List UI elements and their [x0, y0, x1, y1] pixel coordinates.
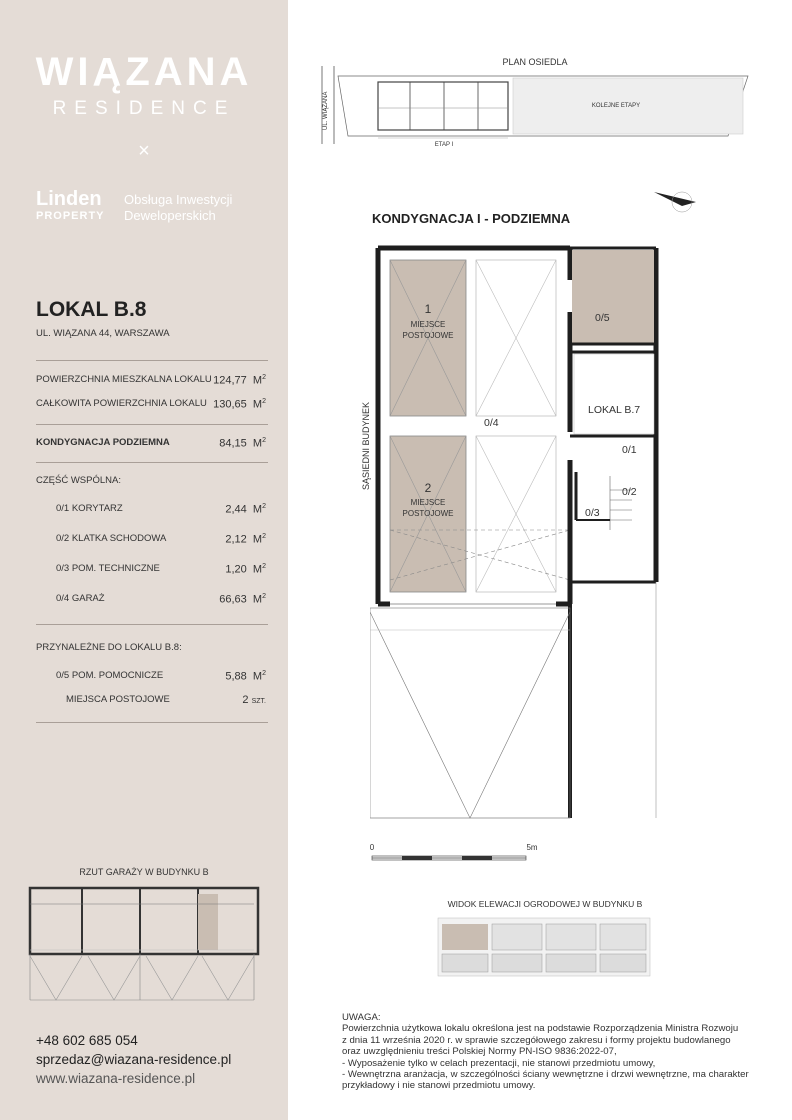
- contact-phone[interactable]: +48 602 685 054: [36, 1033, 138, 1048]
- garage-plan-drawing: [26, 884, 268, 1004]
- parking-item: MIEJSCA POSTOJOWE 2 SZT.: [66, 694, 266, 706]
- common-item: 0/2 KLATKA SCHODOWA 2,12 $M^2$: [56, 533, 266, 546]
- site-next-stages-label: KOLEJNE ETAPY: [591, 103, 641, 109]
- room-label-0-2: 0/2: [622, 486, 637, 498]
- elevation-drawing: [436, 914, 654, 980]
- unit-title: LOKAL B.8: [36, 298, 147, 321]
- living-area-row: POWIERZCHNIA MIESZKALNA LOKALU 124,77 $M^2$: [36, 374, 266, 387]
- parking-space-1-number: 1: [424, 302, 432, 316]
- belonging-header: PRZYNALEŻNE DO LOKALU B.8:: [36, 642, 182, 653]
- room-label-0-4: 0/4: [484, 417, 499, 429]
- site-plan-title: PLAN OSIEDLA: [502, 57, 568, 67]
- common-item: 0/4 GARAŻ 66,63 $M^2$: [56, 593, 266, 606]
- room-label-lokal-b7: LOKAL B.7: [588, 404, 641, 416]
- common-item: 0/1 KORYTARZ 2,44 $M^2$: [56, 503, 266, 516]
- floor-area-row: KONDYGNACJA PODZIEMNA 84,15 $M^2$: [36, 437, 266, 450]
- divider: [36, 462, 268, 463]
- belonging-item: 0/5 POM. POMOCNICZE 5,88 $M^2$: [56, 670, 266, 683]
- scale-bar: [370, 853, 530, 863]
- north-arrow-icon: [652, 184, 700, 218]
- parking-space-1-label-2: POSTOJOWE: [402, 331, 454, 340]
- room-label-0-3: 0/3: [585, 507, 600, 519]
- garage-plan-title: RZUT GARAŻY W BUDYNKU B: [79, 867, 209, 877]
- site-street-label: UL. WIĄZANA: [323, 91, 329, 130]
- partner-logo: Linden: [36, 188, 102, 210]
- total-area-row: CAŁKOWITA POWIERZCHNIA LOKALU 130,65 $M^2$: [36, 398, 266, 411]
- brand-separator: ×: [138, 140, 150, 162]
- divider: [36, 424, 268, 425]
- parking-space-2-label-1: MIEJSCE: [410, 498, 446, 507]
- room-label-0-5: 0/5: [595, 312, 610, 324]
- scale-end: 5m: [526, 843, 538, 852]
- parking-space-1-label-1: MIEJSCE: [410, 320, 446, 329]
- site-stage-label: ETAP I: [434, 142, 454, 148]
- partner-logo-sub: PROPERTY: [36, 210, 105, 222]
- divider: [36, 360, 268, 361]
- common-header: CZĘŚĆ WSPÓLNA:: [36, 475, 121, 486]
- scale-start: 0: [369, 843, 375, 852]
- floor-plan-title: KONDYGNACJA I - PODZIEMNA: [372, 211, 571, 226]
- divider: [36, 722, 268, 723]
- brand-logo-sub: RESIDENCE: [52, 98, 236, 119]
- notes: UWAGA: Powierzchnia użytkowa lokalu określona jest na podstawie Rozporządzenia Ministra Rozwoju z dnia 11 września 2020 r. w sprawie szczegółowego zakresu i formy projektu budowlanego oraz uwzględnieniu treści Polskiej Normy PN-ISO 9836:2022-07, - Wyposażenie tylko w celach prezentacji, nie stanowi przedmiotu umowy, - Wewnętrzna aranżacja, w szczególności ściany wewnętrzne i drzwi wewnętrzne, ma charakter przykładowy i nie stanowi przedmiotu umowy.: [342, 1012, 749, 1092]
- neighbor-building-label: SĄSIEDNI BUDYNEK: [361, 401, 371, 490]
- parking-space-2-label-2: POSTOJOWE: [402, 509, 454, 518]
- sidebar: [0, 0, 288, 1120]
- unit-address: UL. WIĄZANA 44, WARSZAWA: [36, 328, 170, 339]
- room-label-0-1: 0/1: [622, 444, 637, 456]
- parking-space-2-number: 2: [424, 481, 432, 495]
- divider: [36, 624, 268, 625]
- contact-website[interactable]: www.wiazana-residence.pl: [36, 1071, 196, 1086]
- elevation-title: WIDOK ELEWACJI OGRODOWEJ W BUDYNKU B: [447, 899, 643, 909]
- contact-email[interactable]: sprzedaz@wiazana-residence.pl: [36, 1052, 232, 1067]
- site-plan-drawing: [318, 64, 758, 156]
- partner-description: Obsługa Inwestycji Deweloperskich: [124, 192, 233, 223]
- brand-logo: WIĄZANA: [35, 50, 253, 94]
- common-item: 0/3 POM. TECHNICZNE 1,20 $M^2$: [56, 563, 266, 576]
